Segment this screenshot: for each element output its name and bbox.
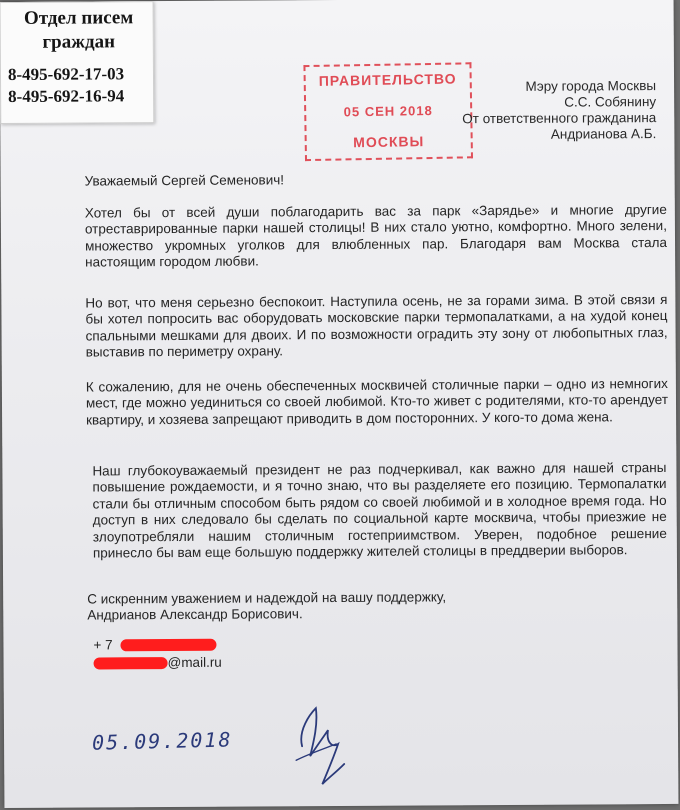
paragraph: Но вот, что меня серьезно беспокоит. Наступила осень, не за горами зима. В этой связи я бы хотел попросить вас оборудовать московские парки термопалатками, а на худой конец спальными мешками для двоих. И по возможности оградить эту зону от любопытных глаз, выставив по периметру охрану.: [85, 291, 668, 360]
closing-line-2: Андрианов Александр Борисович.: [87, 606, 303, 623]
paragraph: Наш глубокоуважаемый президент не раз подчеркивал, как важно для нашей страны повышение рождаемости, и я точно знаю, что вы разделяете его позицию. Термопалатки стали бы отличным способом быть рядом со своей любимой и в холодное время года. Но доступ в них следовало бы сделать по социальной карте москвича, чтобы приезжие не злоупотребляли нашим столичным гостеприимством. Уверен, подобное решение принесло бы вам еще большую поддержку жителей столицы в преддверии выборов.: [92, 460, 667, 561]
phone-prefix: + 7: [93, 637, 113, 653]
note-title: Отдел писем граждан: [23, 7, 134, 53]
contact-phone: [93, 637, 216, 653]
paragraph: К сожалению, для не очень обеспеченных москвичей столичные парки – одно из немногих мест, где можно уединиться со своей любимой. Кто-то живет с родителями, кто-то арендует квартиру, и хозяева запрещают приводить в дом посторонних. У кого-то дома жена.: [85, 375, 669, 428]
addressee-line: С.С. Собянину: [564, 94, 657, 110]
contact-email: [94, 655, 222, 671]
government-stamp: [303, 62, 473, 161]
signature: [288, 700, 369, 800]
addressee-line: Мэру города Москвы: [525, 78, 657, 94]
note-phone-2: 8-495-692-16-94: [8, 86, 125, 107]
redacted-email: [94, 657, 168, 669]
stamp-line-3: МОСКВЫ: [353, 133, 425, 151]
email-suffix: @mail.ru: [167, 654, 222, 671]
redacted-phone: [120, 639, 216, 652]
sticky-note: [0, 1, 154, 124]
addressee-line: От ответственного гражданина: [462, 110, 657, 127]
greeting: Уважаемый Сергей Семенович!: [84, 172, 285, 189]
handwritten-date: 05.09.2018: [91, 727, 233, 755]
stamp-line-1: ПРАВИТЕЛЬСТВО: [318, 70, 457, 89]
closing-line-1: С искренним уважением и надеждой на вашу поддержку,: [87, 589, 447, 607]
stamp-date: 05 СЕН 2018: [343, 102, 433, 120]
paragraph: Хотел бы от всей души поблагодарить вас за парк «Зарядье» и многие другие отреставрированные парки нашей столицы! В них стало уютно, комфортно. Много зелени, множество укромных уголков для влюбленных пар. Благодаря вам Москва стала настоящим городом любви.: [84, 201, 668, 270]
addressee-line: Андрианова А.Б.: [550, 126, 657, 142]
note-phone-1: 8-495-692-17-03: [7, 64, 125, 85]
addressee-block: [462, 78, 656, 143]
